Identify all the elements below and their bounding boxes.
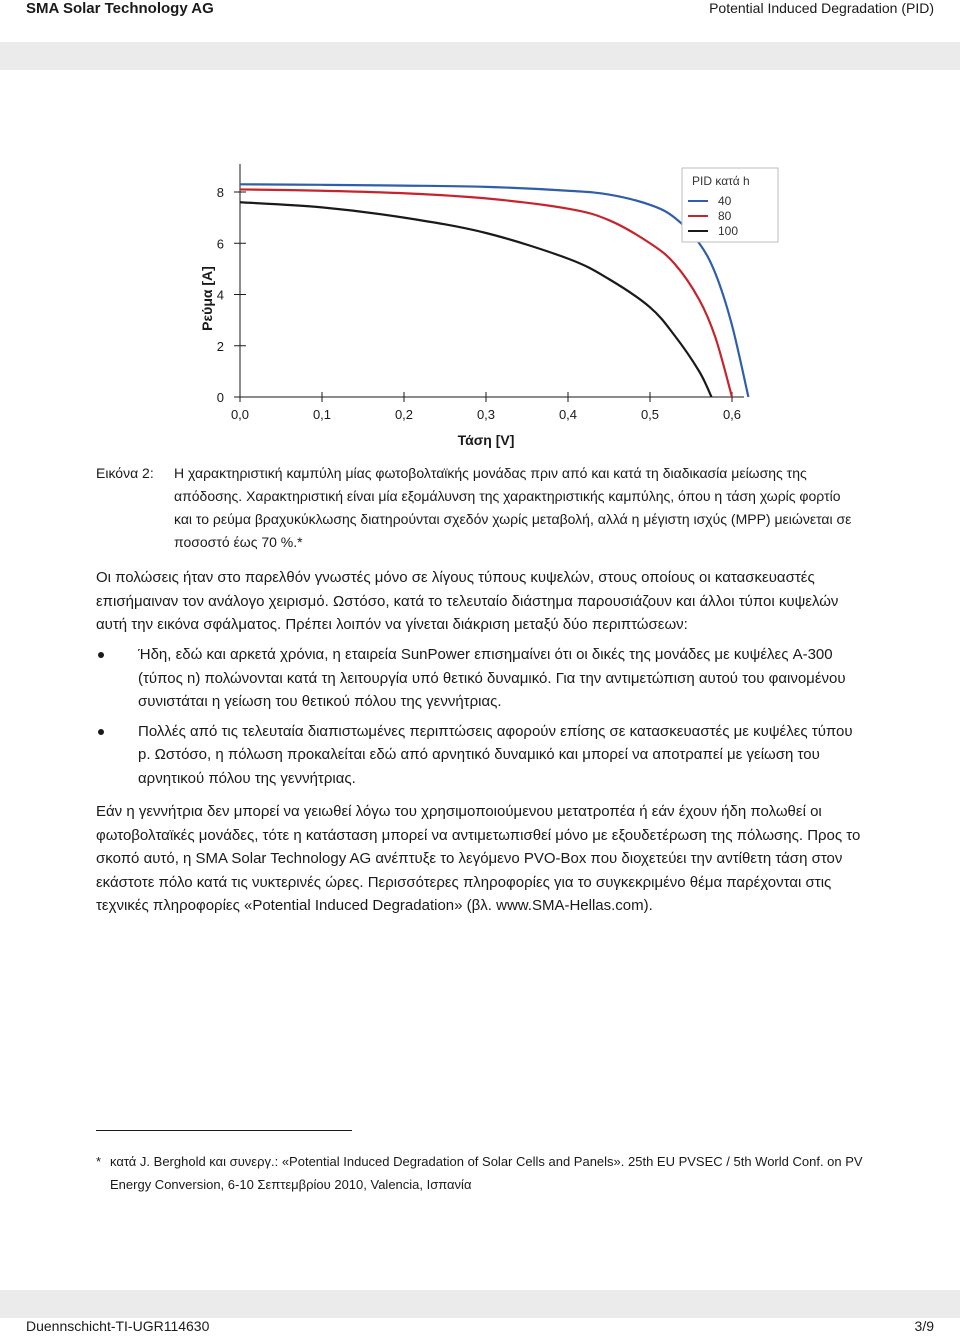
bullet-item — [96, 720, 866, 791]
bullet-text: Ήδη, εδώ και αρκετά χρόνια, η εταιρεία SunPower επισημαίνει ότι οι δικές της μονάδες με κυψέλες A-300 (τύπος n) πολώνονται κατά τη λειτουργία υπό θετικό δυναμικό. Για την αντιμετώπιση αυτού του φαινομένου συνιστάται η γείωση του θετικού πόλου της γεννήτριας. — [138, 646, 846, 710]
x-tick-label: 0,4 — [558, 407, 578, 422]
footnote-text: κατά J. Berghold και συνεργ.: «Potential Induced Degradation of Solar Cells and Panels». 25th EU PVSEC / 5th World Conf. on PV Energy Conversion, 6-10 Σεπτεμβρίου 2010, Valencia, Ισπανία — [110, 1154, 863, 1192]
bullet-item — [96, 643, 866, 714]
x-tick-label: 0,2 — [394, 407, 414, 422]
x-axis-label: Τάση [V] — [457, 432, 515, 448]
footer-page-number: 3/9 — [914, 1318, 934, 1334]
x-tick-label: 0,6 — [722, 407, 742, 422]
bullet-dot — [98, 652, 104, 658]
y-axis-label: Ρεύμα [A] — [199, 266, 215, 331]
page-header — [0, 0, 960, 34]
footer-band — [0, 1290, 960, 1318]
figure-area — [92, 96, 960, 454]
y-tick-label: 6 — [216, 236, 224, 252]
y-tick-label: 2 — [216, 338, 224, 354]
header-company: SMA Solar Technology AG — [26, 0, 214, 17]
y-tick-label: 8 — [216, 185, 224, 200]
y-tick-label: 0 — [216, 390, 224, 405]
bullet-list — [96, 643, 866, 796]
x-tick-label: 0,5 — [640, 407, 660, 422]
x-tick-label: 0,3 — [476, 407, 496, 422]
figure-caption — [96, 462, 852, 554]
bullet-text: Πολλές από τις τελευταία διαπιστωμένες περιπτώσεις αφορούν επίσης σε κατασκευαστές με κυψέλες τύπου p. Ωστόσο, η πόλωση προκαλείται εδώ από αρνητικό δυναμικό και μπορεί να αποτραπεί με γείωση του αρνητικού πόλου της γεννήτριας. — [138, 722, 853, 787]
legend-title: PID κατά h — [692, 174, 750, 188]
legend-entry: 40 — [718, 194, 732, 208]
caption-label: Εικόνα 2: — [96, 465, 154, 481]
x-tick-label: 0,1 — [312, 407, 332, 422]
header-doc-title: Potential Induced Degradation (PID) — [709, 0, 934, 16]
bullet-dot — [98, 729, 104, 735]
caption-text: Η χαρακτηριστική καμπύλη μίας φωτοβολταϊκής μονάδας πριν από και κατά τη διαδικασία μείωσης της απόδοσης. Χαρακτηριστική είναι μία εξομάλυνση της χαρακτηριστικής καμπύλης, όπου η τάση χωρίς φορτίο και το ρεύμα βραχυκύκλωσης διατηρούνται σχεδόν χωρίς μεταβολή, αλλά η μέγιστη ισχύς (MPP) μειώνεται σε ποσοστό έως 70 %.* — [174, 465, 852, 550]
series-line-80 — [240, 189, 732, 397]
x-tick-label: 0,0 — [230, 407, 250, 422]
paragraph-1: Οι πολώσεις ήταν στο παρελθόν γνωστές μόνο σε λίγους τύπους κυψελών, στους οποίους οι κατασκευαστές επισήμαιναν τον ανάλογο χειρισμό. Ωστόσο, κατά το τελευταίο διάστημα παρουσιάζουν και άλλοι τύποι κυψελών αυτή την εικόνα σφάλματος. Πρέπει λοιπόν να γίνεται διάκριση μεταξύ δύο περιπτώσεων: — [96, 569, 839, 633]
paragraph-2: Εάν η γεννήτρια δεν μπορεί να γειωθεί λόγω του χρησιμοποιούμενου μετατροπέα ή εάν έχουν ήδη πολωθεί οι φωτοβολταϊκές μονάδες, τότε η κατάσταση μπορεί να αντιμετωπισθεί μόνο με εξουδετέρωση της πόλωσης. Προς το σκοπό αυτό, η SMA Solar Technology AG ανέπτυξε το λεγόμενο PVO-Box που διοχετεύει την αντίθετη τάση στον εκάστοτε πόλο κατά τις νυκτερινές ώρες. Περισσότερες πληροφορίες για το συγκεκριμένο θέμα παρέχονται στις τεχνικές πληροφορίες «Potential Induced Degradation» (βλ. www.SMA-Hellas.com). — [96, 803, 861, 914]
iv-curve-chart — [92, 96, 960, 454]
footnote-marker: * — [96, 1154, 102, 1169]
series-line-40 — [240, 184, 748, 397]
legend-entry: 80 — [718, 209, 732, 223]
header-band — [0, 42, 960, 70]
y-tick-label: 4 — [216, 287, 224, 303]
footnote-rule — [96, 1130, 352, 1131]
footnote — [96, 1150, 866, 1196]
legend-entry: 100 — [718, 224, 739, 238]
footer-doc-id: Duennschicht-TI-UGR114630 — [26, 1318, 210, 1334]
series-line-100 — [240, 202, 712, 397]
